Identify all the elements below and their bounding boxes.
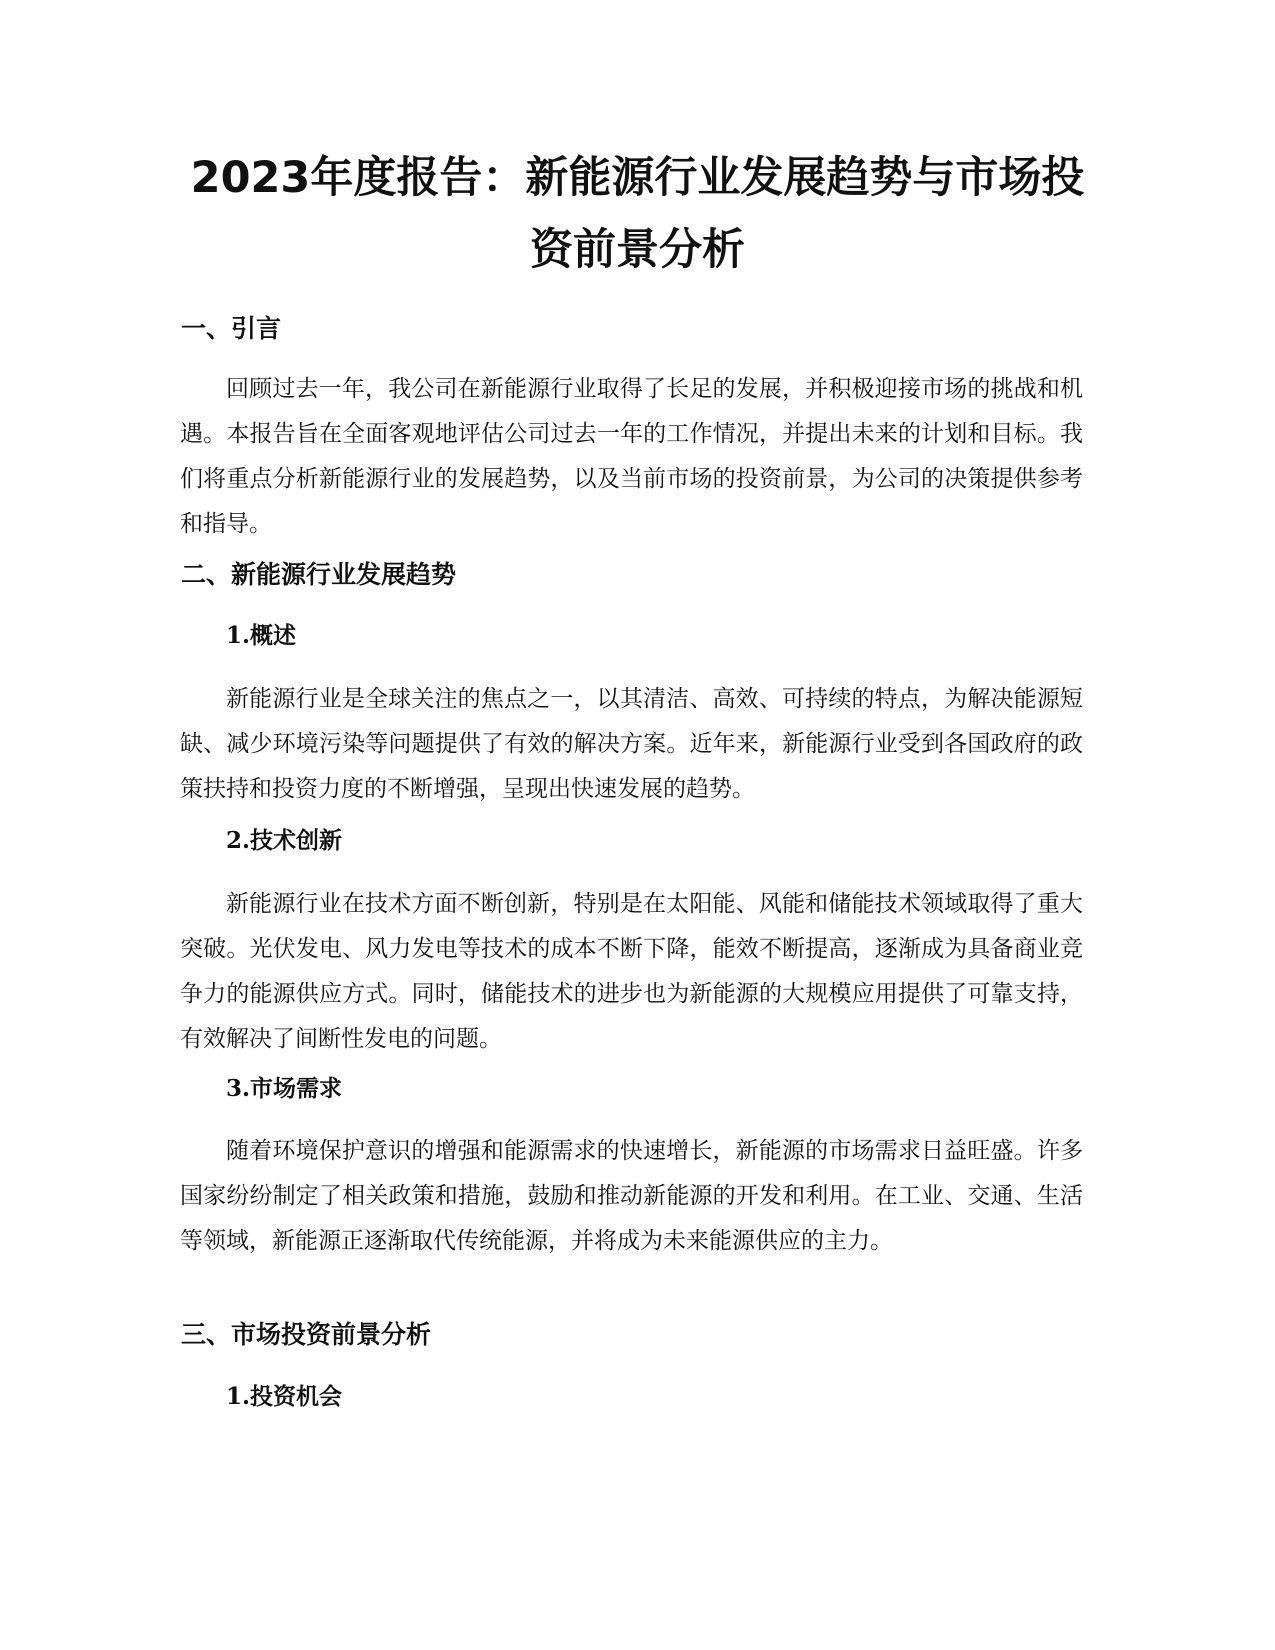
subsection-heading-tech-innovation: 2.技术创新 bbox=[226, 827, 343, 854]
introduction-paragraph: 回顾过去一年，我公司在新能源行业取得了长足的发展，并积极迎接市场的挑战和机遇。本报告旨在全面客观地评估公司过去一年的工作情况，并提出未来的计划和目标。我们将重点分析新能源行业的发展趋势，以及当前市场的投资前景，为公司的决策提供参考和指导。 bbox=[180, 376, 1083, 537]
section-heading-industry-trends: 二、新能源行业发展趋势 bbox=[181, 560, 457, 589]
subsection-heading-market-demand: 3.市场需求 bbox=[226, 1075, 343, 1102]
market-demand-paragraph: 随着环境保护意识的增强和能源需求的快速增长，新能源的市场需求日益旺盛。许多国家纷纷制定了相关政策和措施，鼓励和推动新能源的开发和利用。在工业、交通、生活等领域，新能源正逐渐取代传统能源，并将成为未来能源供应的主力。 bbox=[180, 1138, 1083, 1254]
section-heading-investment-outlook: 三、市场投资前景分析 bbox=[181, 1320, 432, 1349]
section-heading-introduction: 一、引言 bbox=[181, 314, 282, 343]
subsection-heading-overview: 1.概述 bbox=[226, 622, 297, 649]
tech-innovation-paragraph: 新能源行业在技术方面不断创新，特别是在太阳能、风能和储能技术领域取得了重大突破。光伏发电、风力发电等技术的成本不断下降，能效不断提高，逐渐成为具备商业竞争力的能源供应方式。同时，储能技术的进步也为新能源的大规模应用提供了可靠支持，有效解决了间断性发电的问题。 bbox=[180, 891, 1083, 1052]
document-title: 2023年度报告：新能源行业发展趋势与市场投资前景分析 bbox=[190, 153, 1085, 275]
subsection-heading-investment-opportunities: 1.投资机会 bbox=[226, 1383, 343, 1410]
overview-paragraph: 新能源行业是全球关注的焦点之一，以其清洁、高效、可持续的特点，为解决能源短缺、减少环境污染等问题提供了有效的解决方案。近年来，新能源行业受到各国政府的政策扶持和投资力度的不断增强，呈现出快速发展的趋势。 bbox=[180, 686, 1083, 802]
